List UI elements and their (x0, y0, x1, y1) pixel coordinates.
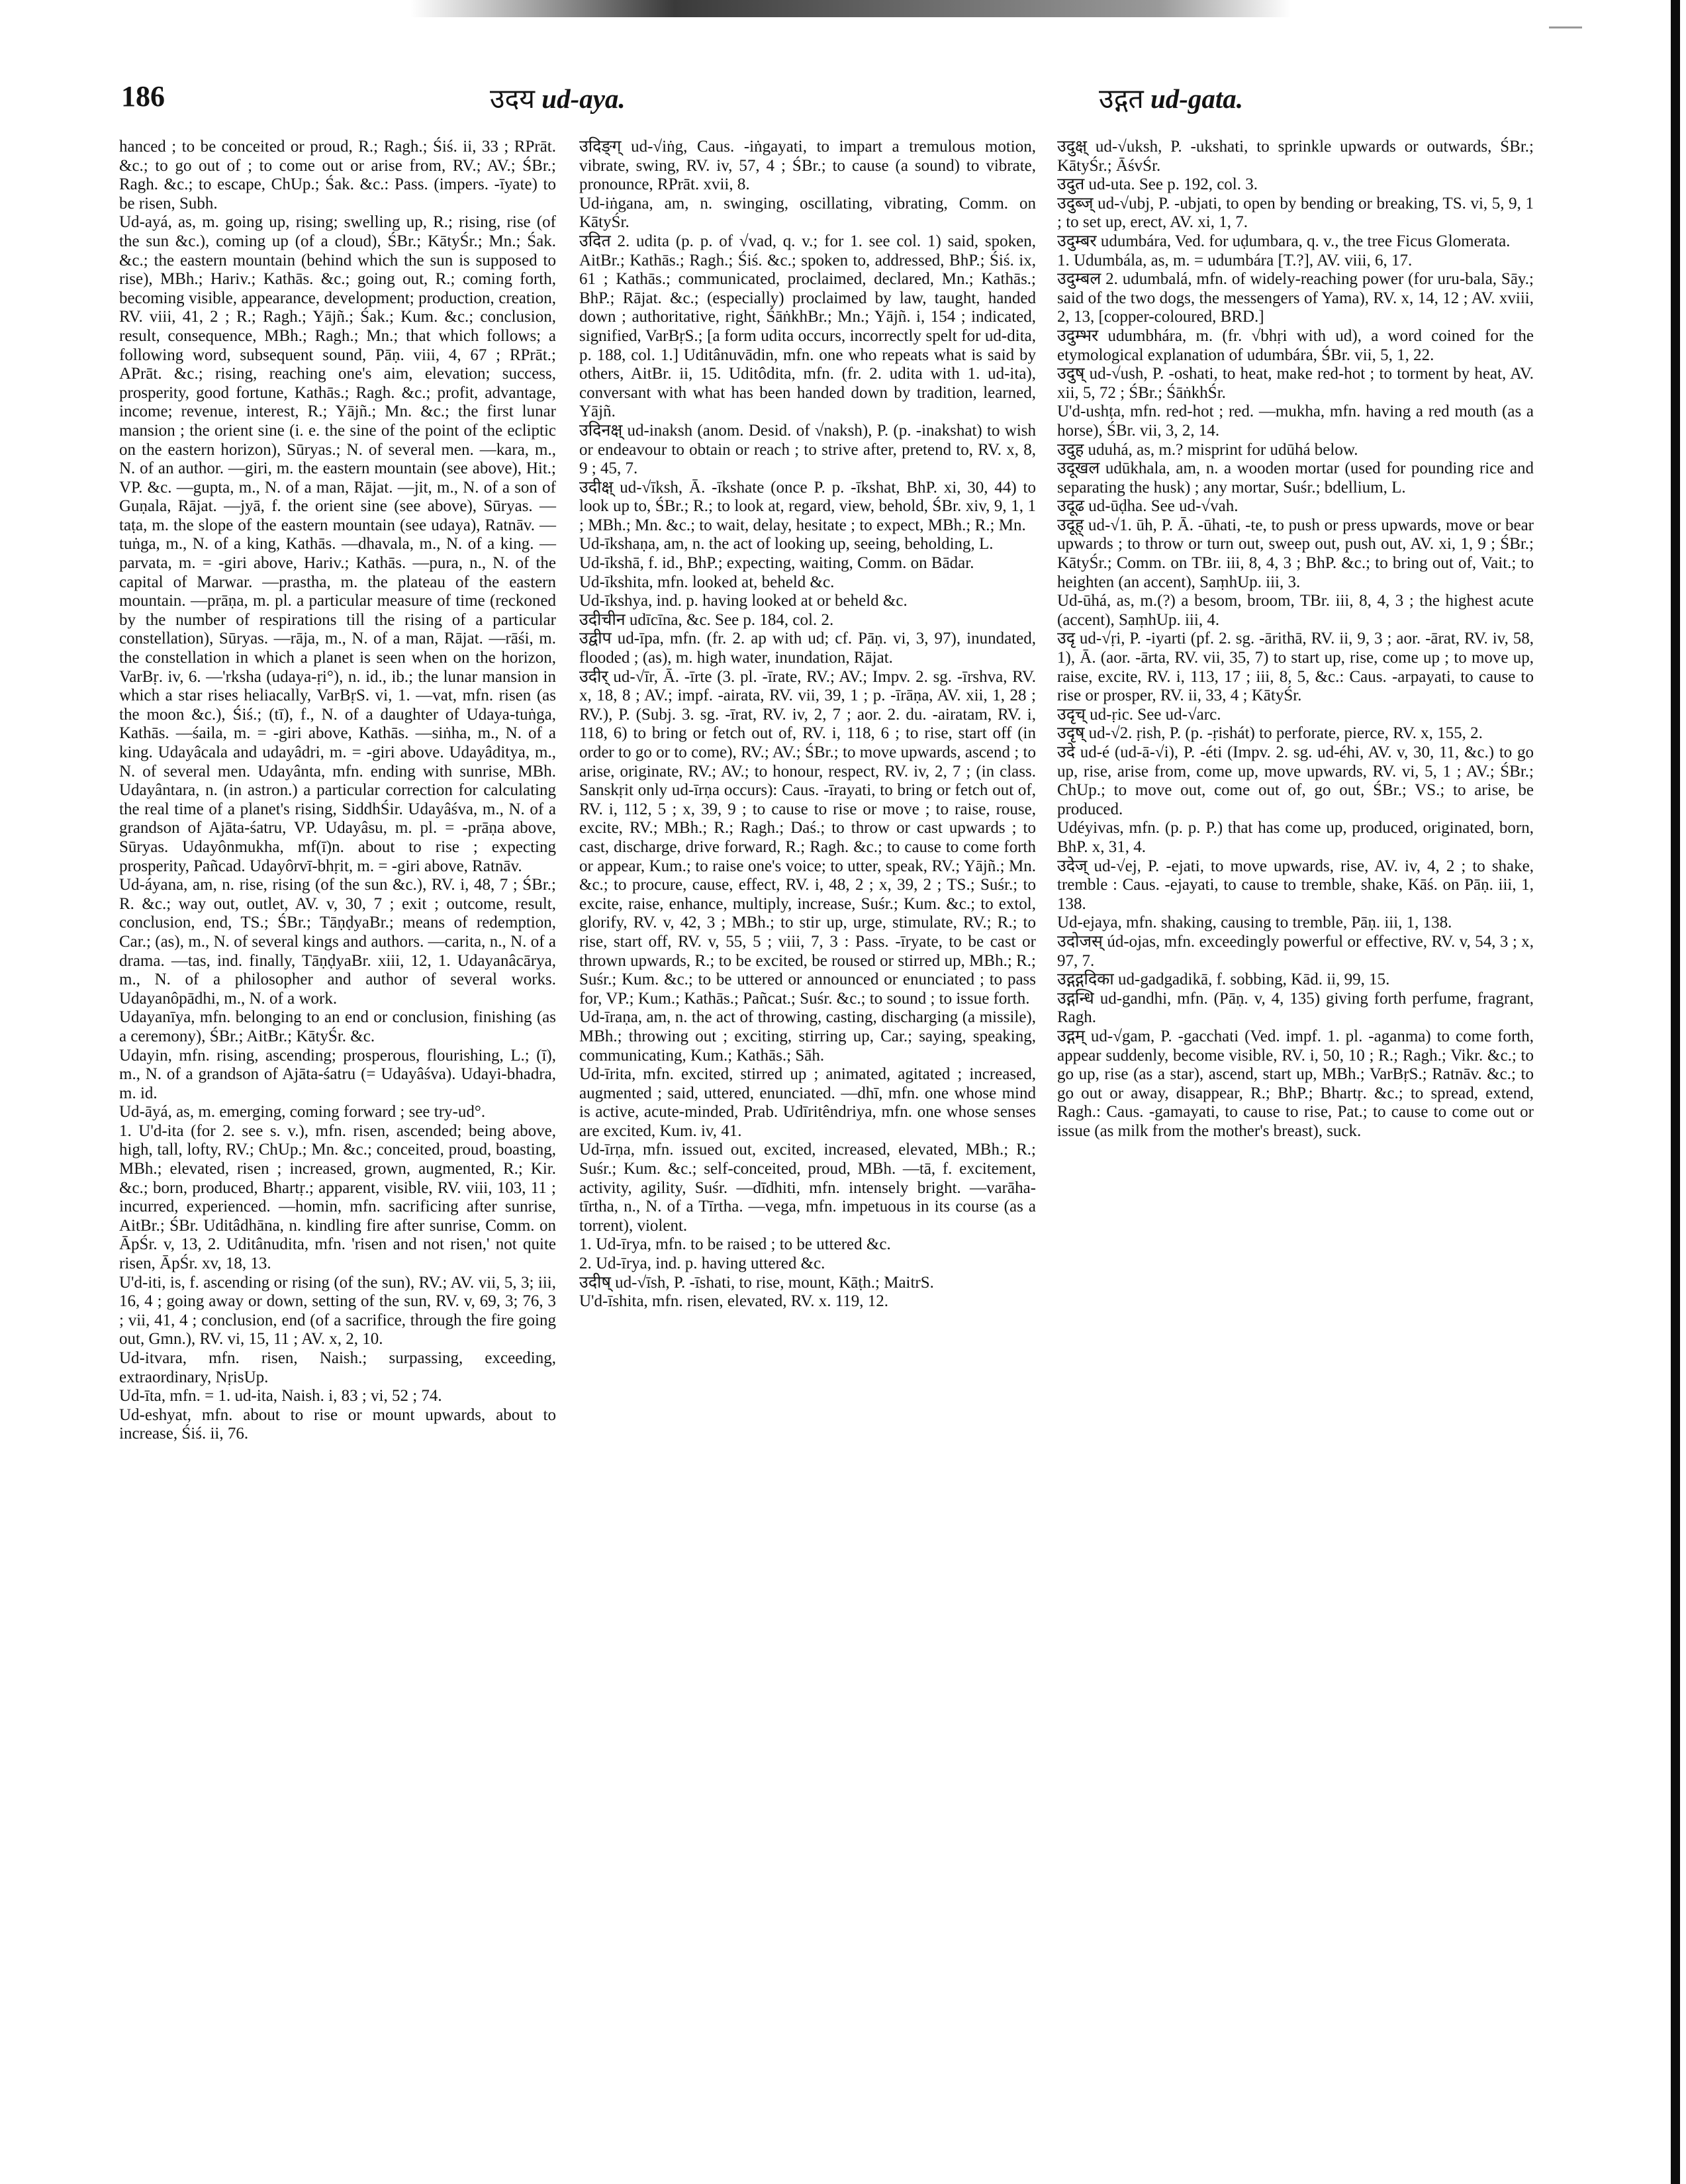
dictionary-entry: उदिनक्ष् ud-inaksh (anom. Desid. of √naksh), P. (p. -inakshat) to wish or endeavour to obtain or reach ; to strive after, pretend to, RV. x, 8, 9 ; 45, 7. (579, 421, 1036, 478)
dictionary-entry: Ud-eshyat, mfn. about to rise or mount upwards, about to increase, Śiś. ii, 76. (119, 1405, 556, 1443)
dictionary-entry: Ud-īraṇa, am, n. the act of throwing, casting, discharging (a missile), MBh.; throwing out ; exciting, stirring up, Car.; saying, speaking, communicating, Kum.; Kathās.; Sāh. (579, 1008, 1036, 1065)
dictionary-entry: उदूखल udūkhala, am, n. a wooden mortar (used for pounding rice and separating the husk) ; any mortar, Suśr.; bdellium, L. (1057, 459, 1534, 497)
dictionary-entry: उदुक्ष् ud-√uksh, P. -ukshati, to sprinkle upwards or outwards, ŚBr.; KātyŚr.; ĀśvŚr. (1057, 138, 1534, 175)
dictionary-entry: U'd-ushṭa, mfn. red-hot ; red. —mukha, mfn. having a red mouth (as a horse), ŚBr. vii, 3, 2, 14. (1057, 403, 1534, 440)
column-right (1057, 138, 1534, 1141)
scan-artifact-top (410, 0, 1291, 17)
dictionary-entry: 1. Udumbála, as, m. = udumbára [T.?], AV. viii, 6, 17. (1057, 251, 1413, 269)
dictionary-entry: Ud-ayá, as, m. going up, rising; swelling up, R.; rising, rise (of the sun &c.), coming up (of a cloud), ŚBr.; KātyŚr.; Mn.; Śak. &c.; the eastern mountain (behind which the sun is supposed to rise), MBh.; Hariv.; Kathās. &c.; going out, R.; coming forth, becoming visible, appearance, development; production, creation, RV. viii, 41, 2 ; R.; Ragh.; Yājñ.; Śak.; Kum. &c.; conclusion, result, consequence, MBh.; Ragh.; Mn.; that which follows; a following word, subsequent sound, Pāṇ. viii, 4, 67 ; RPrāt.; APrāt. &c.; rising, reaching one's aim, elevation; success, prosperity, good fortune, Kathās.; Ragh. &c.; profit, advantage, income; revenue, interest, R.; Yājñ.; Mn. &c.; the first lunar mansion ; the orient sine (i. e. the sine of the point of the ecliptic on the eastern horizon), Sūryas.; N. of several men. —kara, m., N. of an author. —giri, m. the eastern mountain (see above), Hit.; VP. &c. —gupta, m., N. of a man, Rājat. —jit, m., N. of a son of Guṇala, Rājat. —jyā, f. the orient sine (see above), Sūryas. —taṭa, m. the slope of the eastern mountain (see udaya), Ratnāv. —tuṅga, m., N. of a king, Kathās. —dhavala, m., N. of a king. —parvata, m. = -giri above, Hariv.; Kathās. —pura, n., N. of the capital of Marwar. —prastha, m. the plateau of the eastern mountain. —prāṇa, m. pl. a particular measure of time (reckoned by the number of respirations till the rising of a particular constellation), Sūryas. —rāja, m., N. of a man, Rājat. —rāśi, m. the constellation in which a planet is seen when on the horizon, VarBṛ. iv, 6. —'rksha (udaya-ṛi°), n. id., ib.; the lunar mansion in which a star rises heliacally, VarBṛS. vi, 1. —vat, mfn. risen (as the moon &c.), Śiś.; (tī), f., N. of a daughter of Udaya-tuṅga, Kathās. —śaila, m. = -giri above, Kathās. —siṅha, m., N. of a king. Udayâcala and udayâdri, m. = -giri above. Udayâditya, m., N. of several men. Udayânta, mfn. ending with sunrise, MBh. Udayântara, n. (in astron.) a particular correction for calculating the real time of a planet's rising, SiddhŚir. Udayâśva, m., N. of a grandson of Ajāta-śatru, VP. Udayâsu, m. pl. = -prāṇa above, Sūryas. Udayônmukha, mf(ī)n. about to rise ; expecting prosperity, Pañcad. Udayôrvī-bhṛit, m. = -giri above, Ratnāv. (119, 213, 556, 875)
dictionary-entry: उद्गद्गदिका ud-gadgadikā, f. sobbing, Kād. ii, 99, 15. (1057, 971, 1390, 989)
dictionary-entry: 1. Ud-īrya, mfn. to be raised ; to be uttered &c. (579, 1235, 891, 1254)
running-head-left-roman: ud-aya. (541, 83, 626, 114)
dictionary-entry: Ud-itvara, mfn. risen, Naish.; surpassing, exceeding, extraordinary, NṛisUp. (119, 1349, 556, 1386)
dictionary-entry: Ud-īkshā, f. id., BhP.; expecting, waiting, Comm. on Bādar. (579, 554, 974, 573)
dictionary-entry: उदेज् ud-√ej, P. -ejati, to move upwards, rise, AV. iv, 4, 2 ; to shake, tremble : Caus. -ejayati, to cause to tremble, shake, Kāś. on Pāṇ. iii, 1, 138. (1057, 857, 1534, 913)
dictionary-entry: उदीष् ud-√īsh, P. -īshati, to rise, mount, Kāṭh.; MaitrS. (579, 1273, 934, 1292)
column-middle (579, 138, 1036, 1311)
dictionary-entry: Udéyivas, mfn. (p. p. P.) that has come up, produced, originated, born, BhP. x, 31, 4. (1057, 819, 1534, 856)
running-head-right (1099, 79, 1243, 117)
dictionary-entry: उदृष् ud-√2. ṛish, P. (p. -ṛishát) to perforate, pierce, RV. x, 155, 2. (1057, 724, 1483, 743)
page-header (0, 79, 1686, 132)
dictionary-entry: उदोजस् úd-ojas, mfn. exceedingly powerful or effective, RV. v, 54, 3 ; x, 97, 7. (1057, 932, 1534, 970)
dictionary-entry: उदूढ ud-ūḍha. See ud-√vah. (1057, 497, 1239, 516)
dictionary-entry: उदुम्बल 2. udumbalá, mfn. of widely-reaching power (for uru-bala, Sāy.; said of the two dogs, the messengers of Yama), RV. x, 14, 12 ; AV. xviii, 2, 13, [copper-coloured, BRD.] (1057, 270, 1534, 326)
running-head-left-devanagari: उदय (490, 83, 536, 114)
dictionary-entry: उदिङ्ग् ud-√iṅg, Caus. -iṅgayati, to impart a tremulous motion, vibrate, swing, RV. iv, 57, 4 ; ŚBr.; to cause (a sound) to vibrate, pronounce, RPrāt. xvii, 8. (579, 138, 1036, 194)
dictionary-entry: Ud-īta, mfn. = 1. ud-ita, Naish. i, 83 ; vi, 52 ; 74. (119, 1387, 442, 1405)
dictionary-entry: Ud-īkshaṇa, am, n. the act of looking up, seeing, beholding, L. (579, 535, 994, 553)
running-head-left (490, 79, 626, 117)
dictionary-entry: Ud-iṅgana, am, n. swinging, oscillating, vibrating, Comm. on KātyŚr. (579, 194, 1036, 232)
dictionary-entry: उदुह uduhá, as, m.? misprint for udūhá below. (1057, 440, 1358, 459)
dictionary-entry: Ud-ejaya, mfn. shaking, causing to tremble, Pāṇ. iii, 1, 138. (1057, 914, 1452, 932)
dictionary-entry: उद्वीप ud-īpa, mfn. (fr. 2. ap with ud; cf. Pāṇ. vi, 3, 97), inundated, flooded ; (as), m. high water, inundation, Rājat. (579, 630, 1036, 667)
dictionary-entry: उदे ud-é (ud-ā-√i), P. -éti (Impv. 2. sg. ud-éhi, AV. v, 30, 11, &c.) to go up, rise, arise from, come up, move upwards, RV. vi, 5, 1 ; AV.; ŚBr.; ChUp.; to move out, come out of, go out, ŚBr.; VS.; to arise, be produced. (1057, 743, 1534, 818)
dictionary-entry: उदुष् ud-√ush, P. -oshati, to heat, make red-hot ; to torment by heat, AV. xii, 5, 72 ; ŚBr.; ŚāṅkhŚr. (1057, 365, 1534, 402)
dictionary-entry: 2. Ud-īrya, ind. p. having uttered &c. (579, 1255, 825, 1273)
dictionary-entry: उदीचीन udīcīna, &c. See p. 184, col. 2. (579, 610, 834, 629)
dictionary-entry: Ud-īrṇa, mfn. issued out, excited, increased, elevated, MBh.; R.; Suśr.; Kum. &c.; self-conceited, proud, MBh. —tā, f. excitement, activity, agility, Suśr. —dīdhiti, mfn. intensely bright. —varāha-tīrtha, n., N. of a Tīrtha. —vega, mfn. impetuous in its course (as a torrent), violent. (579, 1141, 1036, 1235)
dictionary-entry: U'd-īshita, mfn. risen, elevated, RV. x. 119, 12. (579, 1292, 889, 1311)
dictionary-entry: Ud-áyana, am, n. rise, rising (of the sun &c.), RV. i, 48, 7 ; ŚBr.; R. &c.; way out, outlet, AV. v, 30, 7 ; exit ; outcome, result, conclusion, end, TS.; ŚBr.; TāṇḍyaBr.; means of redemption, Car.; (as), m., N. of several kings and authors. —carita, n., N. of a drama. —tas, ind. finally, TāṇḍyaBr. xiii, 12, 1. Udayanâcārya, m., N. of a philosopher and author of several works. Udayanôpādhi, m., N. of a work. (119, 876, 556, 1008)
page-number: 186 (121, 80, 165, 113)
page-edge-rule (1671, 0, 1680, 2184)
dictionary-entry: Ud-ūhá, as, m.(?) a besom, broom, TBr. iii, 8, 4, 3 ; the highest acute (accent), SaṃhUp. iii, 4. (1057, 592, 1534, 629)
dictionary-entry: उदुत ud-uta. See p. 192, col. 3. (1057, 175, 1258, 194)
dictionary-entry: उदृच् ud-ṛic. See ud-√arc. (1057, 705, 1221, 724)
dictionary-entry: 1. U'd-ita (for 2. see s. v.), mfn. risen, ascended; being above, high, tall, lofty, RV.; ChUp.; Mn. &c.; conceited, proud, boasting, MBh.; elevated, risen ; increased, grown, augmented, R.; Kir. &c.; born, produced, Bhartṛ.; apparent, visible, RV. viii, 103, 11 ; incurred, experienced. —homin, mfn. sacrificing after sunrise, AitBr.; ŚBr. Uditâdhāna, n. kindling fire after sunrise, Comm. on ĀpŚr. v, 13, 2. Uditânudita, mfn. 'risen and not risen,' not quite risen, ĀpŚr. xv, 18, 13. (119, 1121, 556, 1273)
dictionary-entry: U'd-iti, is, f. ascending or rising (of the sun), RV.; AV. vii, 5, 3; iii, 16, 4 ; going away or down, setting of the sun, RV. v, 69, 3; 76, 3 ; vii, 41, 4 ; conclusion, end (of a sacrifice, through the fire going out, Gmn.), RV. vi, 15, 11 ; AV. x, 2, 10. (119, 1273, 556, 1349)
dictionary-entry: उदीक्ष् ud-√īksh, Ā. -īkshate (once P. p. -īkshat, BhP. xi, 30, 44) to look up to, ŚBr.; R.; to look at, regard, view, behold, ŚBr. xiv, 9, 1, 1 ; MBh.; Mn. &c.; to wait, delay, hesitate ; to expect, MBh.; R.; Mn. (579, 478, 1036, 534)
running-head-right-roman: ud-gata. (1150, 83, 1244, 114)
column-left (119, 138, 556, 1444)
dictionary-entry: उदुम्भर udumbhára, m. (fr. √bhṛi with ud), a word coined for the etymological explanation of udumbára, ŚBr. vii, 5, 1, 22. (1057, 326, 1534, 364)
dictionary-entry: उदुब्ज् ud-√ubj, P. -ubjati, to open by bending or breaking, TS. vi, 5, 9, 1 ; to set up, erect, AV. xi, 1, 7. (1057, 194, 1534, 232)
dictionary-entry: उद्गम् ud-√gam, P. -gacchati (Ved. impf. 1. pl. -aganma) to come forth, appear suddenly, become visible, RV. i, 50, 10 ; R.; Ragh.; Vikr. &c.; to go up, rise (as a star), ascend, start up, MBh.; VarBṛS.; Ratnāv. &c.; to go out or away, disappear, R.; BhP.; Bhartṛ. &c.; to spread, extend, Ragh.: Caus. -gamayati, to cause to rise, Pat.; to cause to come out or issue (as milk from the mother's breast), suck. (1057, 1027, 1534, 1140)
dictionary-entry: Udayin, mfn. rising, ascending; prosperous, flourishing, L.; (ī), m., N. of a grandson of Ajāta-śatru (= Udayâśva). Udayi-bhadra, m. id. (119, 1046, 556, 1102)
dictionary-entry: hanced ; to be conceited or proud, R.; Ragh.; Śiś. ii, 33 ; RPrāt. &c.; to go out of ; to come out or arise from, RV.; AV.; ŚBr.; Ragh. &c.; to escape, ChUp.; Śak. &c.: Pass. (impers. -īyate) to be risen, Subh. (119, 138, 556, 213)
running-head-right-devanagari: उद्गत (1099, 83, 1144, 114)
dictionary-entry: Ud-īrita, mfn. excited, stirred up ; animated, agitated ; increased, augmented ; said, uttered, enunciated. —dhī, mfn. one whose mind is active, acute-minded, Prab. Udīritêndriya, mfn. one whose senses are excited, Kum. iv, 41. (579, 1065, 1036, 1140)
scan-artifact-mark (1549, 26, 1582, 28)
dictionary-entry: Udayanīya, mfn. belonging to an end or conclusion, finishing (as a ceremony), ŚBr.; AitBr.; KātyŚr. &c. (119, 1008, 556, 1045)
dictionary-entry: उदुम्बर udumbára, Ved. for uḍumbara, q. v., the tree Ficus Glomerata. (1057, 232, 1511, 250)
dictionary-entry: उदृ ud-√ṛi, P. -iyarti (pf. 2. sg. -ārithā, RV. ii, 9, 3 ; aor. -ārat, RV. iv, 58, 1), Ā. (aor. -ārta, RV. vii, 35, 7) to start up, rise, come up ; to move up, raise, excite, RV. i, 113, 17 ; iii, 8, 5, &c.: Caus. -arpayati, to cause to rise or prosper, RV. ii, 33, 4 ; KātyŚr. (1057, 630, 1534, 705)
dictionary-entry: उदूह् ud-√1. ūh, P. Ā. -ūhati, -te, to push or press upwards, move or bear upwards ; to throw or turn out, sweep out, push out, AV. xi, 1, 9 ; ŚBr.; KātyŚr.; Comm. on TBr. iii, 8, 4, 3 ; BhP. &c.; to bring out of, Vait.; to heighten (an accent), SaṃhUp. iii, 3. (1057, 516, 1534, 591)
dictionary-entry: Ud-īkshita, mfn. looked at, beheld &c. (579, 573, 835, 591)
dictionary-entry: उद्गन्धि ud-gandhi, mfn. (Pāṇ. v, 4, 135) giving forth perfume, fragrant, Ragh. (1057, 989, 1534, 1027)
dictionary-entry: उदीर् ud-√īr, Ā. -īrte (3. pl. -īrate, RV.; AV.; Impv. 2. sg. -īrshva, RV. x, 18, 8 ; AV.; impf. -airata, RV. vii, 39, 1 ; p. -īrāṇa, AV. xii, 1, 28 ; RV.), P. (Subj. 3. sg. -īrat, RV. iv, 2, 7 ; aor. 2. du. -airatam, RV. i, 118, 6) to bring or fetch out of, RV. i, 118, 6 ; to rise, start off (in order to go or to come), RV.; AV.; ŚBr.; to move upwards, ascend ; to arise, originate, RV.; AV.; to honour, respect, RV. iv, 2, 7 ; (in class. Sanskṛit only ud-īrṇa occurs): Caus. -īrayati, to bring or fetch out of, RV. i, 112, 5 ; x, 39, 9 ; to cause to rise or move ; to raise, rouse, excite, RV.; MBh.; R.; Ragh.; Daś.; to throw or cast upwards ; to cast, discharge, drive forward, R.; Ragh. &c.; to cause to come forth or appear, Kum.; to raise one's voice; to utter, speak, RV.; Yājñ.; Mn. &c.; to procure, cause, effect, RV. i, 48, 2 ; x, 39, 2 ; TS.; Suśr.; to excite, raise, enhance, multiply, increase, Suśr.; Kum. &c.; to extol, glorify, RV. v, 42, 3 ; MBh.; to stir up, urge, stimulate, RV.; R.; to rise, start off, RV. v, 55, 5 ; viii, 7, 3 : Pass. -īryate, to be cast or thrown upwards, R.; to be excited, be roused or stirred up, MBh.; R.; Suśr.; Kum. &c.; to be uttered or announced or enunciated ; to pass for, VP.; Kum.; Kathās.; Pañcat.; Suśr. &c.; to sound ; to issue forth. (579, 667, 1036, 1008)
dictionary-entry: उदित 2. udita (p. p. of √vad, q. v.; for 1. see col. 1) said, spoken, AitBr.; Kathās.; Ragh.; Śiś. &c.; spoken to, addressed, BhP.; Śiś. ix, 61 ; Kathās.; communicated, proclaimed, declared, Mn.; Kathās.; BhP.; Rājat. &c.; (especially) proclaimed by law, taught, handed down ; authoritative, right, ŚāṅkhBr.; Mn.; Yājñ. i, 154 ; indicated, signified, VarBṛS.; [a form udita occurs, incorrectly spelt for ud-dita, p. 188, col. 1.] Uditânuvādin, mfn. one who repeats what is said by others, AitBr. ii, 15. Uditôdita, mfn. (fr. 2. udita with 1. ud-ita), conversant with what has been handed down by tradition, learned, Yājñ. (579, 232, 1036, 421)
dictionary-entry: Ud-īkshya, ind. p. having looked at or beheld &c. (579, 592, 908, 610)
dictionary-entry: Ud-āyá, as, m. emerging, coming forward ; see try-ud°. (119, 1103, 486, 1121)
